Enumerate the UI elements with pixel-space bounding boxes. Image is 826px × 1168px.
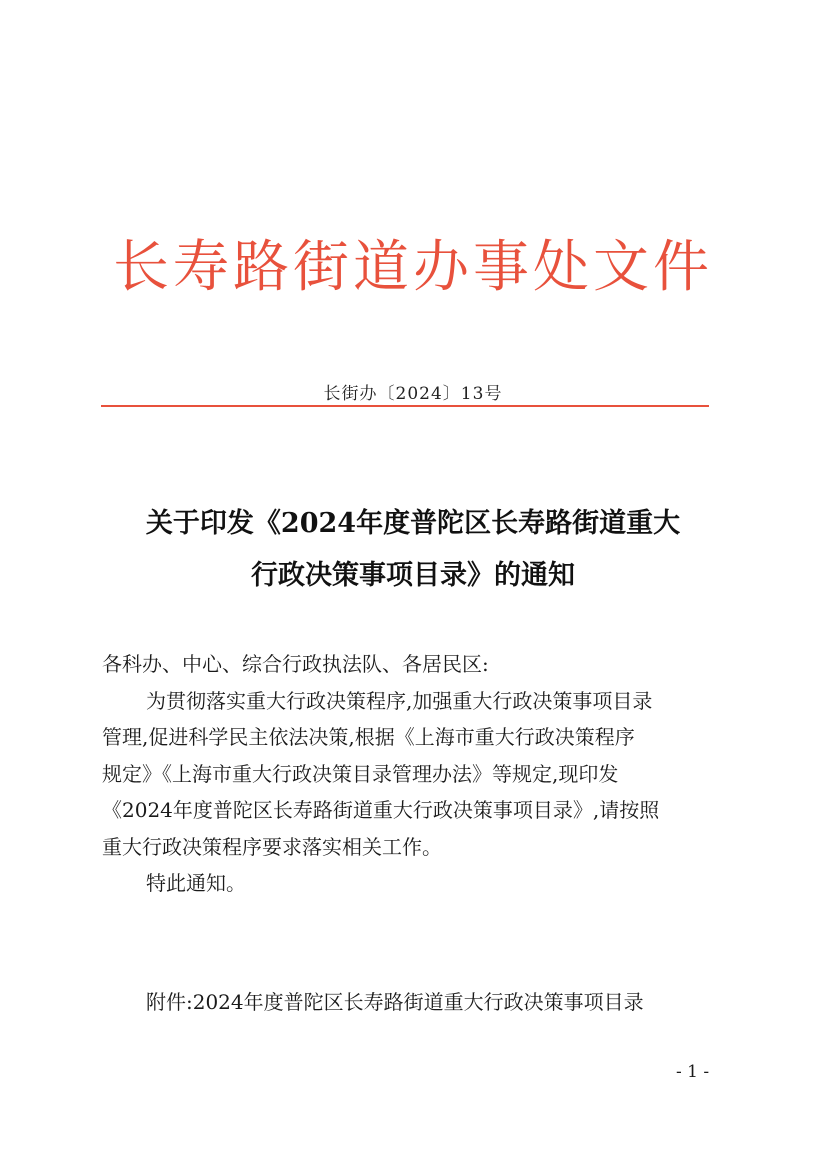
notice-body — [102, 646, 720, 902]
closing-line: 特此通知。 — [146, 871, 246, 895]
notice-title-line-1: 关于印发《2024年度普陀区长寿路街道重大 — [145, 508, 681, 539]
page-number: - 1 - — [676, 1062, 710, 1082]
notice-title-line-2: 行政决策事项目录》的通知 — [251, 560, 575, 591]
addressee-line: 各科办、中心、综合行政执法队、各居民区: — [102, 652, 489, 676]
notice-title — [0, 498, 826, 602]
body-paragraph-line: 《2024年度普陀区长寿路街道重大行政决策事项目录》,请按照 — [102, 798, 660, 822]
issuing-office-title: 长寿路街道办事处文件 — [113, 235, 713, 300]
body-paragraph-line: 规定》《上海市重大行政决策目录管理办法》等规定,现印发 — [102, 761, 619, 786]
body-paragraph-line: 管理,促进科学民主依法决策,根据《上海市重大行政决策程序 — [102, 725, 635, 749]
body-paragraph-line: 为贯彻落实重大行政决策程序,加强重大行政决策事项目录 — [146, 688, 653, 713]
attachment-line: 附件:2024年度普陀区长寿路街道重大行政决策事项目录 — [146, 990, 644, 1014]
body-paragraph-line: 重大行政决策程序要求落实相关工作。 — [102, 834, 442, 859]
document-number: 长街办〔2024〕13号 — [323, 384, 503, 404]
red-separator-line — [101, 405, 709, 407]
